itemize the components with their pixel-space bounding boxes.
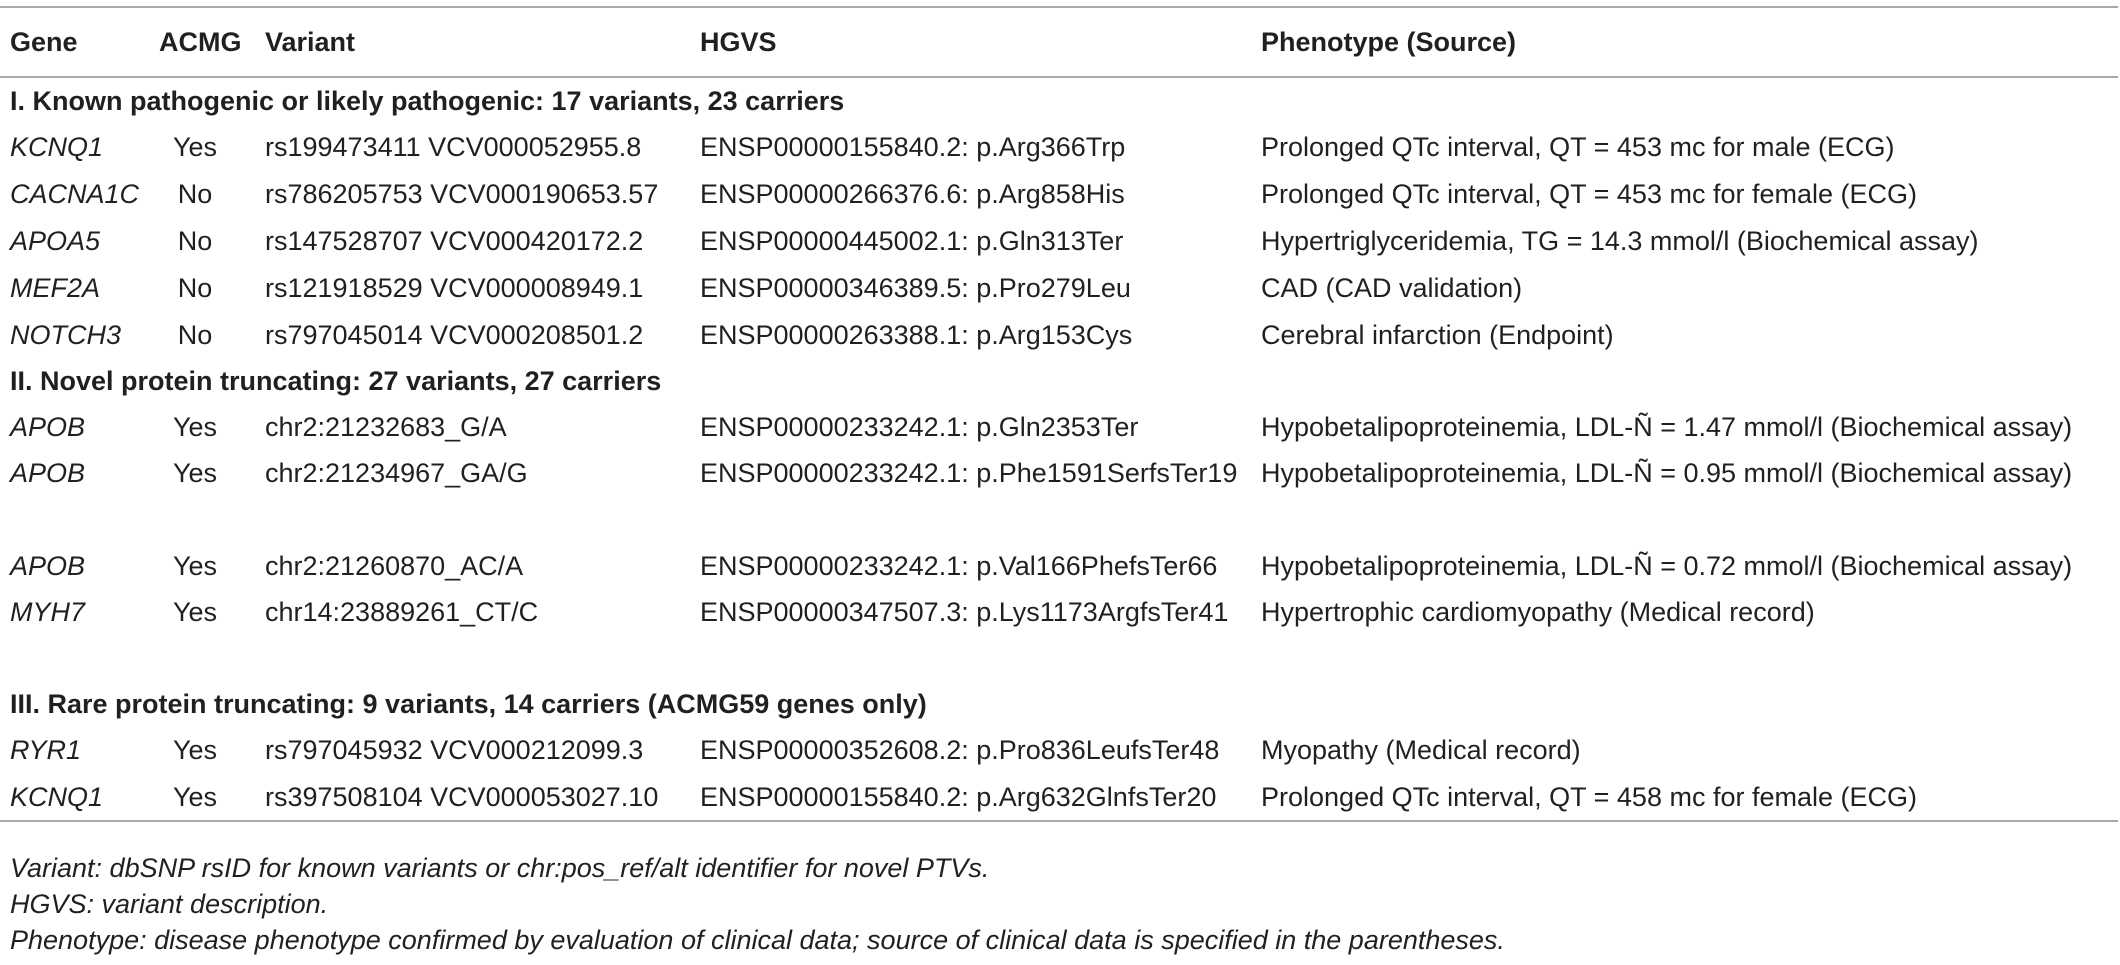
section-header [0,681,2118,726]
table-footnotes [10,850,1505,958]
phenotype-cell: Prolonged QTc interval, QT = 453 mc for female (ECG) [1261,178,1918,209]
phenotype-cell: Hypobetalipoproteinemia, LDL-Ñ = 1.47 mmol/l (Biochemical assay) [1261,411,2073,442]
phenotype-cell: Hypertrophic cardiomyopathy (Medical record) [1261,597,1815,627]
table-row [0,726,2118,773]
phenotype-cell: Prolonged QTc interval, QT = 458 mc for female (ECG) [1251,773,2118,821]
header-hgvs: HGVS [685,7,1251,77]
variant-cell: rs786205753 VCV000190653.57 [265,178,659,209]
footnote-phenotype: Phenotype: disease phenotype confirmed by evaluation of clinical data; source of clinical data is specified in the parentheses. [10,925,1505,955]
acmg-cell: Yes [172,550,218,581]
gene-cell: APOB [10,550,86,581]
section-header [0,358,2118,403]
section-header [0,77,2118,123]
acmg-cell: No [177,178,213,209]
acmg-cell: Yes [172,131,218,162]
phenotype-cell: Myopathy (Medical record) [1261,734,1581,765]
footnote-hgvs: HGVS: variant description. [10,889,329,919]
hgvs-cell: ENSP00000266376.6: p.Arg858His [700,178,1125,209]
header-variant: Variant [261,7,685,77]
phenotype-cell: Hypobetalipoproteinemia, LDL-Ñ = 0.72 mmol/l (Biochemical assay) [1261,550,2073,581]
acmg-cell: Yes [172,458,218,488]
gene-cell: APOB [10,458,86,488]
variants-table [0,6,2118,822]
phenotype-cell: Prolonged QTc interval, QT = 453 mc for male (ECG) [1261,131,1895,162]
variant-cell: chr2:21234967_GA/G [265,458,528,488]
hgvs-cell: ENSP00000352608.2: p.Pro836LeufsTer48 [700,734,1220,765]
gene-cell: APOB [10,411,86,442]
acmg-cell: No [177,272,213,303]
table-row [0,264,2118,311]
table-row [0,773,2118,821]
phenotype-cell: Hypertriglyceridemia, TG = 14.3 mmol/l (Biochemical assay) [1261,225,1979,256]
header-acmg: ACMG [157,7,261,77]
section-title: II. Novel protein truncating: 27 variants, 27 carriers [10,365,662,396]
acmg-cell: No [177,225,213,256]
table-row [0,217,2118,264]
hgvs-cell: ENSP00000445002.1: p.Gln313Ter [700,225,1124,256]
gene-cell: NOTCH3 [10,319,122,350]
header-phenotype: Phenotype (Source) [1251,7,2118,77]
phenotype-cell: Hypobetalipoproteinemia, LDL-Ñ = 0.95 mmol/l (Biochemical assay) [1261,458,2073,488]
gene-cell: MYH7 [10,597,86,627]
gene-cell: KCNQ1 [10,131,104,162]
hgvs-cell: ENSP00000233242.1: p.Phe1591SerfsTer19 [700,458,1238,488]
variant-cell: rs199473411 VCV000052955.8 [265,131,642,162]
phenotype-cell: CAD (CAD validation) [1261,272,1523,303]
hgvs-cell: ENSP00000233242.1: p.Gln2353Ter [700,411,1139,442]
section-title: III. Rare protein truncating: 9 variants, 14 carriers (ACMG59 genes only) [10,688,927,719]
hgvs-cell: ENSP00000155840.2: p.Arg366Trp [700,131,1126,162]
hgvs-cell: ENSP00000155840.2: p.Arg632GlnfsTer20 [685,773,1251,821]
variant-cell: rs797045014 VCV000208501.2 [265,319,644,350]
table-row [0,589,2118,681]
variant-cell: rs121918529 VCV000008949.1 [265,272,644,303]
table-row [0,311,2118,358]
variant-cell: rs797045932 VCV000212099.3 [265,734,644,765]
variant-cell: rs397508104 VCV000053027.10 [261,773,685,821]
acmg-cell: Yes [172,597,218,627]
table-row [0,170,2118,217]
acmg-cell: Yes [157,773,261,821]
gene-cell: APOA5 [10,225,101,256]
variant-cell: chr2:21260870_AC/A [265,550,524,581]
phenotype-cell: Cerebral infarction (Endpoint) [1261,319,1614,350]
section-title: I. Known pathogenic or likely pathogenic: 17 variants, 23 carriers [10,85,845,116]
variant-cell: chr2:21232683_G/A [265,411,507,442]
gene-cell: MEF2A [10,272,101,303]
table-row [0,450,2118,542]
acmg-cell: Yes [172,411,218,442]
gene-cell: RYR1 [10,734,82,765]
hgvs-cell: ENSP00000346389.5: p.Pro279Leu [700,272,1131,303]
acmg-cell: No [177,319,213,350]
gene-cell: CACNA1C [10,178,140,209]
header-gene: Gene [0,7,157,77]
variant-cell: chr14:23889261_CT/C [265,597,539,627]
footnote-variant: Variant: dbSNP rsID for known variants or chr:pos_ref/alt identifier for novel PTVs. [10,853,990,883]
header-row [0,7,2118,77]
hgvs-cell: ENSP00000347507.3: p.Lys1173ArgfsTer41 [700,597,1229,627]
hgvs-cell: ENSP00000263388.1: p.Arg153Cys [700,319,1133,350]
table-row [0,123,2118,170]
acmg-cell: Yes [172,734,218,765]
table-row [0,542,2118,589]
table-row [0,403,2118,450]
gene-cell: KCNQ1 [0,773,157,821]
variant-cell: rs147528707 VCV000420172.2 [265,225,644,256]
hgvs-cell: ENSP00000233242.1: p.Val166PhefsTer66 [700,550,1218,581]
